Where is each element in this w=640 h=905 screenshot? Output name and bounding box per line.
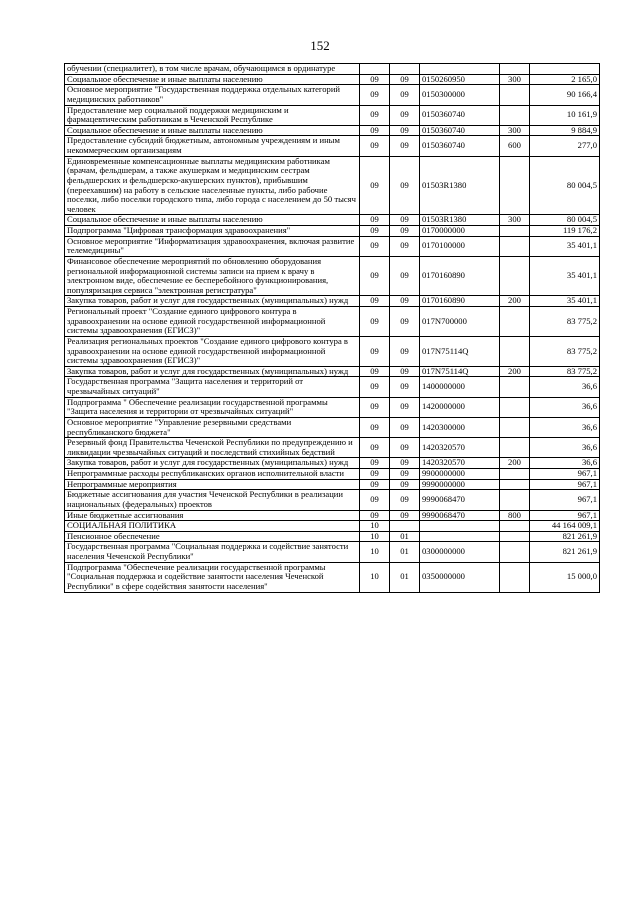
target-item-cell: 01503R1380	[420, 156, 500, 215]
subsection-code-cell: 09	[390, 74, 420, 85]
target-item-cell: 01503R1380	[420, 215, 500, 226]
table-row	[65, 136, 600, 156]
subsection-code-cell: 09	[390, 377, 420, 397]
section-code-cell: 09	[360, 479, 390, 490]
target-item-cell	[420, 64, 500, 75]
target-item-cell	[420, 531, 500, 542]
amount-cell: 9 884,9	[530, 125, 600, 136]
table-row	[65, 510, 600, 521]
section-code-cell: 09	[360, 296, 390, 307]
amount-cell: 15 000,0	[530, 562, 600, 592]
target-item-cell: 0170160890	[420, 256, 500, 296]
subsection-code-cell: 09	[390, 490, 420, 510]
amount-cell: 967,1	[530, 490, 600, 510]
expense-type-cell	[500, 156, 530, 215]
target-item-cell: 017N75114Q	[420, 366, 500, 377]
item-name-cell: Региональный проект "Создание единого цифрового контура в здравоохранении на основе единой государственной информационной системы здравоохранения (ЕГИСЗ)"	[65, 307, 360, 337]
section-code-cell: 09	[360, 215, 390, 226]
target-item-cell: 0170160890	[420, 296, 500, 307]
budget-table	[64, 63, 600, 593]
table-row	[65, 336, 600, 366]
subsection-code-cell: 09	[390, 226, 420, 237]
target-item-cell: 0150300000	[420, 85, 500, 105]
subsection-code-cell: 01	[390, 562, 420, 592]
expense-type-cell	[500, 417, 530, 437]
amount-cell: 967,1	[530, 510, 600, 521]
expense-type-cell	[500, 479, 530, 490]
item-name-cell: СОЦИАЛЬНАЯ ПОЛИТИКА	[65, 521, 360, 532]
table-row	[65, 417, 600, 437]
table-row	[65, 215, 600, 226]
subsection-code-cell: 09	[390, 85, 420, 105]
subsection-code-cell: 09	[390, 236, 420, 256]
target-item-cell: 9990068470	[420, 490, 500, 510]
section-code-cell: 09	[360, 136, 390, 156]
target-item-cell: 0150260950	[420, 74, 500, 85]
table-row	[65, 479, 600, 490]
table-row	[65, 85, 600, 105]
amount-cell: 119 176,2	[530, 226, 600, 237]
item-name-cell: Иные бюджетные ассигнования	[65, 510, 360, 521]
subsection-code-cell: 09	[390, 125, 420, 136]
item-name-cell: Социальное обеспечение и иные выплаты населению	[65, 74, 360, 85]
item-name-cell: Предоставление субсидий бюджетным, автономным учреждениям и иным некоммерческим организациям	[65, 136, 360, 156]
expense-type-cell: 600	[500, 136, 530, 156]
item-name-cell: Основное мероприятие "Государственная поддержка отдельных категорий медицинских работников"	[65, 85, 360, 105]
subsection-code-cell: 09	[390, 156, 420, 215]
amount-cell: 2 165,0	[530, 74, 600, 85]
table-row	[65, 542, 600, 562]
item-name-cell: Пенсионное обеспечение	[65, 531, 360, 542]
amount-cell: 35 401,1	[530, 296, 600, 307]
table-row	[65, 156, 600, 215]
item-name-cell: Реализация региональных проектов "Создание единого цифрового контура в здравоохранении на основе единой государственной информационной системы здравоохранения (ЕГИСЗ)"	[65, 336, 360, 366]
table-row	[65, 562, 600, 592]
table-row	[65, 469, 600, 480]
table-row	[65, 256, 600, 296]
target-item-cell	[420, 521, 500, 532]
expense-type-cell: 300	[500, 74, 530, 85]
amount-cell: 821 261,9	[530, 542, 600, 562]
section-code-cell: 09	[360, 458, 390, 469]
target-item-cell: 1420320570	[420, 458, 500, 469]
subsection-code-cell: 09	[390, 438, 420, 458]
subsection-code-cell: 09	[390, 105, 420, 125]
target-item-cell: 1420320570	[420, 438, 500, 458]
subsection-code-cell: 09	[390, 256, 420, 296]
item-name-cell: Резервный фонд Правительства Чеченской Республики по предупреждению и ликвидации чрезвычайных ситуаций и последствий стихийных бедствий	[65, 438, 360, 458]
amount-cell: 35 401,1	[530, 236, 600, 256]
expense-type-cell: 800	[500, 510, 530, 521]
expense-type-cell: 300	[500, 215, 530, 226]
amount-cell: 83 775,2	[530, 366, 600, 377]
section-code-cell: 09	[360, 74, 390, 85]
expense-type-cell	[500, 226, 530, 237]
subsection-code-cell	[390, 64, 420, 75]
item-name-cell: Основное мероприятие "Информатизация здравоохранения, включая развитие телемедицины"	[65, 236, 360, 256]
table-row	[65, 125, 600, 136]
amount-cell: 36,6	[530, 417, 600, 437]
item-name-cell: Непрограммные мероприятия	[65, 479, 360, 490]
item-name-cell: Бюджетные ассигнования для участия Чеченской Республики в реализации национальных (федеральных) проектов	[65, 490, 360, 510]
expense-type-cell	[500, 531, 530, 542]
amount-cell: 36,6	[530, 458, 600, 469]
section-code-cell: 09	[360, 105, 390, 125]
target-item-cell: 9990068470	[420, 510, 500, 521]
subsection-code-cell: 09	[390, 510, 420, 521]
item-name-cell: обучении (специалитет), в том числе врачам, обучающимся в ординатуре	[65, 64, 360, 75]
amount-cell: 967,1	[530, 479, 600, 490]
section-code-cell: 09	[360, 236, 390, 256]
item-name-cell: Государственная программа "Социальная поддержка и содействие занятости населения Чеченской Республики"	[65, 542, 360, 562]
amount-cell: 80 004,5	[530, 215, 600, 226]
target-item-cell: 0350000000	[420, 562, 500, 592]
section-code-cell: 09	[360, 438, 390, 458]
section-code-cell: 09	[360, 377, 390, 397]
expense-type-cell	[500, 377, 530, 397]
expense-type-cell	[500, 105, 530, 125]
target-item-cell: 017N700000	[420, 307, 500, 337]
item-name-cell: Подпрограмма "Обеспечение реализации государственной программы "Социальная поддержка и содействие занятости населения Чеченской Республики" в сфере содействия занятости населения"	[65, 562, 360, 592]
target-item-cell: 9900000000	[420, 469, 500, 480]
subsection-code-cell: 09	[390, 479, 420, 490]
item-name-cell: Подпрограмма "Цифровая трансформация здравоохранения"	[65, 226, 360, 237]
amount-cell: 10 161,9	[530, 105, 600, 125]
section-code-cell: 09	[360, 156, 390, 215]
table-row	[65, 521, 600, 532]
amount-cell: 36,6	[530, 377, 600, 397]
item-name-cell: Закупка товаров, работ и услуг для государственных (муниципальных) нужд	[65, 458, 360, 469]
item-name-cell: Финансовое обеспечение мероприятий по обновлению оборудования региональной информационной системы записи на прием к врачу в электронном виде, обеспечение ее бесперебойного функционирования, популяризация сервиса "электронная регистратура"	[65, 256, 360, 296]
target-item-cell: 1420300000	[420, 417, 500, 437]
table-row	[65, 531, 600, 542]
subsection-code-cell: 01	[390, 531, 420, 542]
amount-cell: 821 261,9	[530, 531, 600, 542]
table-row	[65, 236, 600, 256]
expense-type-cell	[500, 490, 530, 510]
amount-cell: 80 004,5	[530, 156, 600, 215]
target-item-cell: 9990000000	[420, 479, 500, 490]
table-row	[65, 105, 600, 125]
section-code-cell: 10	[360, 521, 390, 532]
target-item-cell: 0170000000	[420, 226, 500, 237]
expense-type-cell	[500, 521, 530, 532]
target-item-cell: 1400000000	[420, 377, 500, 397]
table-row	[65, 296, 600, 307]
section-code-cell: 09	[360, 366, 390, 377]
subsection-code-cell: 09	[390, 136, 420, 156]
table-row	[65, 490, 600, 510]
subsection-code-cell: 09	[390, 296, 420, 307]
section-code-cell: 09	[360, 469, 390, 480]
expense-type-cell	[500, 336, 530, 366]
subsection-code-cell: 09	[390, 469, 420, 480]
expense-type-cell	[500, 85, 530, 105]
table-row	[65, 377, 600, 397]
item-name-cell: Единовременные компенсационные выплаты медицинским работникам (врачам, фельдшерам, а также акушеркам и медицинским сестрам фельдшерских и фельдшерско-акушерских пунктов), прибывшим (переехавшим) на работу в сельские населенные пункты, либо рабочие поселки, либо поселки городского типа, либо города с населением до 50 тысяч человек	[65, 156, 360, 215]
amount-cell: 83 775,2	[530, 336, 600, 366]
amount-cell: 83 775,2	[530, 307, 600, 337]
item-name-cell: Закупка товаров, работ и услуг для государственных (муниципальных) нужд	[65, 296, 360, 307]
section-code-cell: 09	[360, 510, 390, 521]
item-name-cell: Закупка товаров, работ и услуг для государственных (муниципальных) нужд	[65, 366, 360, 377]
amount-cell: 36,6	[530, 397, 600, 417]
table-row	[65, 366, 600, 377]
item-name-cell: Предоставление мер социальной поддержки медицинским и фармацевтическим работникам в Чеченской Республике	[65, 105, 360, 125]
subsection-code-cell: 09	[390, 366, 420, 377]
amount-cell: 44 164 009,1	[530, 521, 600, 532]
expense-type-cell	[500, 256, 530, 296]
section-code-cell: 09	[360, 397, 390, 417]
target-item-cell: 0170100000	[420, 236, 500, 256]
expense-type-cell	[500, 469, 530, 480]
section-code-cell: 09	[360, 256, 390, 296]
subsection-code-cell: 09	[390, 215, 420, 226]
section-code-cell: 09	[360, 490, 390, 510]
section-code-cell: 09	[360, 307, 390, 337]
target-item-cell: 017N75114Q	[420, 336, 500, 366]
expense-type-cell: 200	[500, 366, 530, 377]
table-body	[65, 64, 600, 593]
section-code-cell: 10	[360, 531, 390, 542]
subsection-code-cell: 09	[390, 336, 420, 366]
expense-type-cell	[500, 64, 530, 75]
table-row	[65, 307, 600, 337]
item-name-cell: Непрограммные расходы республиканских органов исполнительной власти	[65, 469, 360, 480]
section-code-cell: 09	[360, 226, 390, 237]
subsection-code-cell	[390, 521, 420, 532]
amount-cell: 967,1	[530, 469, 600, 480]
subsection-code-cell: 09	[390, 307, 420, 337]
section-code-cell	[360, 64, 390, 75]
target-item-cell: 0300000000	[420, 542, 500, 562]
item-name-cell: Социальное обеспечение и иные выплаты населению	[65, 215, 360, 226]
subsection-code-cell: 09	[390, 417, 420, 437]
section-code-cell: 09	[360, 336, 390, 366]
expense-type-cell	[500, 438, 530, 458]
expense-type-cell	[500, 307, 530, 337]
subsection-code-cell: 09	[390, 397, 420, 417]
target-item-cell: 1420000000	[420, 397, 500, 417]
section-code-cell: 09	[360, 417, 390, 437]
expense-type-cell	[500, 562, 530, 592]
target-item-cell: 0150360740	[420, 105, 500, 125]
table-row	[65, 64, 600, 75]
expense-type-cell	[500, 542, 530, 562]
item-name-cell: Государственная программа "Защита населения и территорий от чрезвычайных ситуаций"	[65, 377, 360, 397]
item-name-cell: Социальное обеспечение и иные выплаты населению	[65, 125, 360, 136]
amount-cell: 35 401,1	[530, 256, 600, 296]
expense-type-cell	[500, 236, 530, 256]
expense-type-cell: 200	[500, 296, 530, 307]
page-number: 152	[310, 38, 330, 53]
target-item-cell: 0150360740	[420, 136, 500, 156]
table-row	[65, 74, 600, 85]
table-row	[65, 226, 600, 237]
amount-cell: 90 166,4	[530, 85, 600, 105]
section-code-cell: 09	[360, 85, 390, 105]
item-name-cell: Подпрограмма " Обеспечение реализации государственной программы "Защита населения и территории от чрезвычайных ситуаций"	[65, 397, 360, 417]
item-name-cell: Основное мероприятие "Управление резервными средствами республиканского бюджета"	[65, 417, 360, 437]
expense-type-cell	[500, 397, 530, 417]
expense-type-cell: 200	[500, 458, 530, 469]
table-row	[65, 438, 600, 458]
table-row	[65, 397, 600, 417]
table-row	[65, 458, 600, 469]
section-code-cell: 10	[360, 562, 390, 592]
amount-cell: 277,0	[530, 136, 600, 156]
amount-cell	[530, 64, 600, 75]
subsection-code-cell: 09	[390, 458, 420, 469]
subsection-code-cell: 01	[390, 542, 420, 562]
expense-type-cell: 300	[500, 125, 530, 136]
target-item-cell: 0150360740	[420, 125, 500, 136]
amount-cell: 36,6	[530, 438, 600, 458]
section-code-cell: 10	[360, 542, 390, 562]
section-code-cell: 09	[360, 125, 390, 136]
